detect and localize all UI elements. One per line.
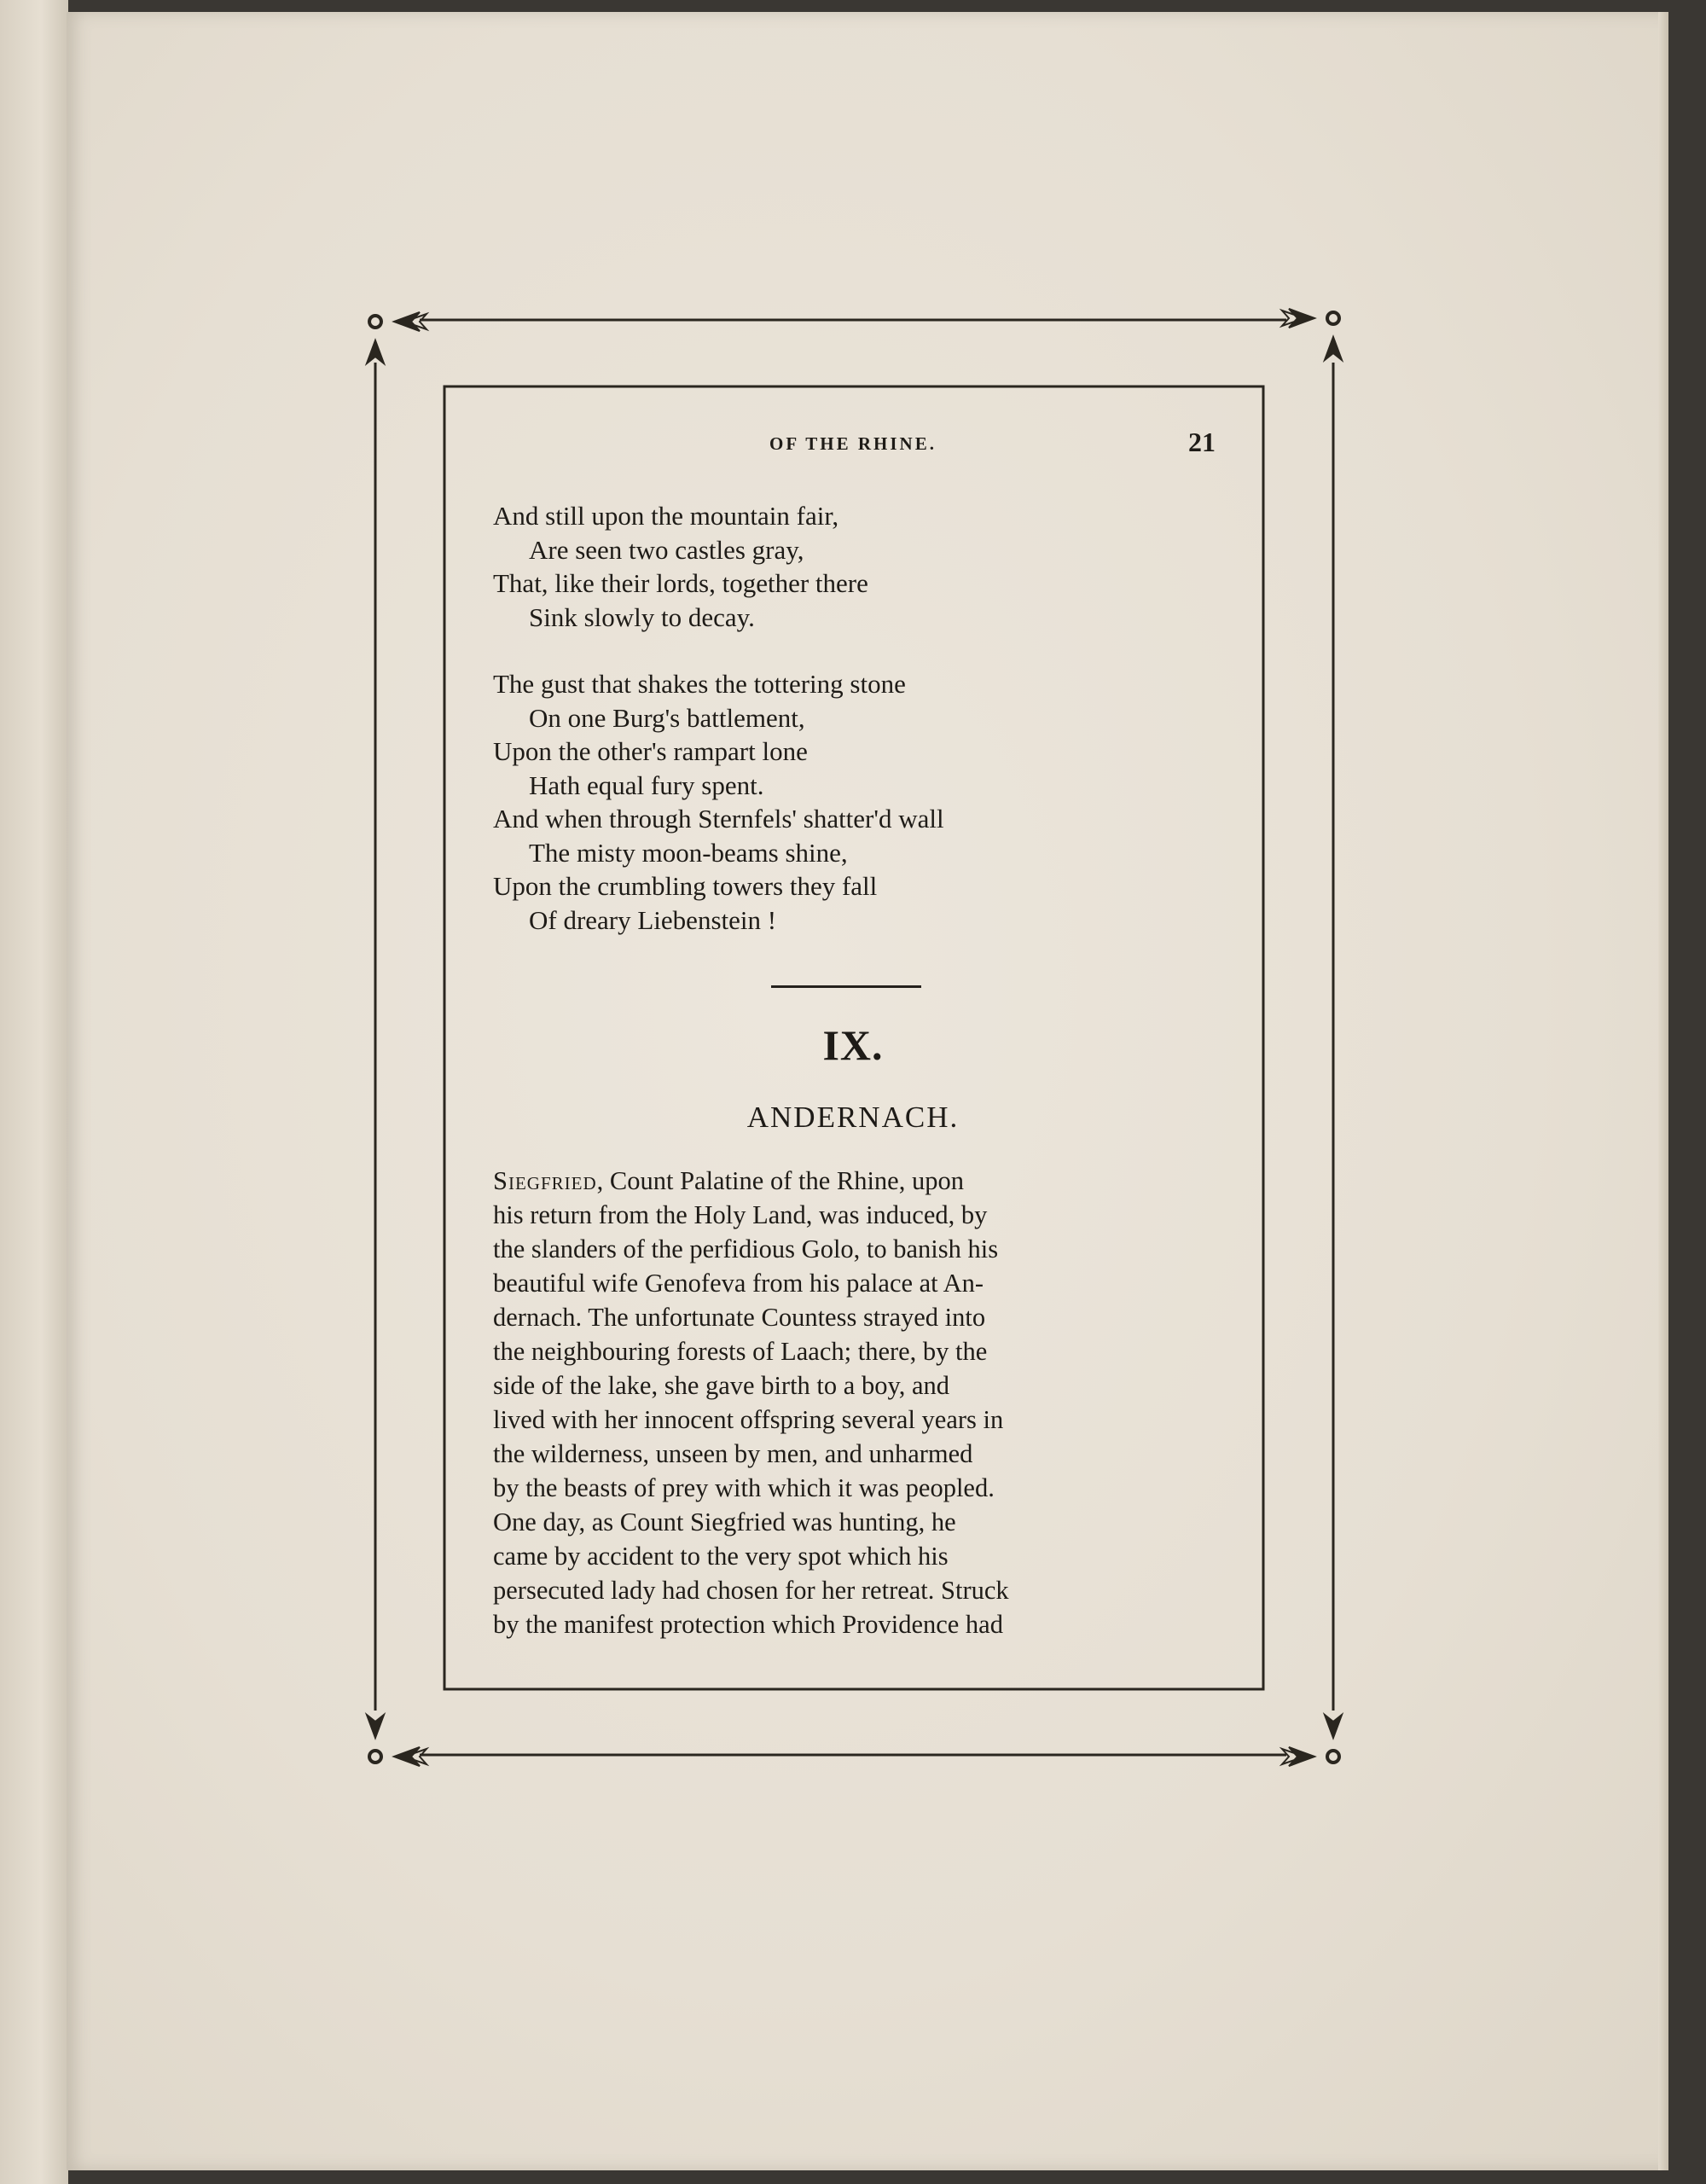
poem-line: And when through Sternfels' shatter'd wall (493, 804, 944, 834)
prose-line-text: the slanders of the perfidious Golo, to banish his (493, 1234, 999, 1263)
prose-line (493, 1403, 1215, 1437)
prose-line-text: came by accident to the very spot which his (493, 1542, 949, 1571)
poem-stanza (493, 667, 1227, 937)
poem-line: Hath equal fury spent. (529, 770, 764, 800)
prose-line-text: by the manifest protection which Providence had (493, 1610, 1003, 1639)
prose-line (493, 1266, 1215, 1300)
corner-ornament-bottom-left (367, 1715, 426, 1766)
prose-line (493, 1198, 1215, 1232)
prose-first-word: Siegfried (493, 1166, 597, 1195)
poem-line: On one Burg's battlement, (529, 702, 805, 733)
prose-line-text: his return from the Holy Land, was induced, by (493, 1200, 988, 1229)
corner-ornament-top-right (1282, 309, 1342, 360)
prose-line (493, 1368, 1215, 1403)
poem-line: The misty moon-beams shine, (529, 837, 848, 868)
prose-line (493, 1437, 1215, 1471)
prose-line (493, 1573, 1215, 1607)
section-title: ANDERNACH. (746, 1101, 960, 1134)
poem-line: Upon the crumbling towers they fall (493, 871, 878, 901)
prose-line-text: lived with her innocent offspring several years in (493, 1405, 1004, 1434)
section-divider (771, 985, 921, 988)
prose-line-text: the neighbouring forests of Laach; there, by the (493, 1337, 988, 1366)
prose-line-text: , Count Palatine of the Rhine, upon (596, 1166, 964, 1195)
page-number: 21 (1188, 427, 1216, 457)
prose-line (493, 1471, 1215, 1505)
prose-line (493, 1164, 1215, 1198)
prose-line (493, 1539, 1215, 1573)
prose-line-text: by the beasts of prey with which it was peopled. (493, 1473, 995, 1502)
section-numeral: IX. (822, 1021, 884, 1069)
prose-line-text: dernach. The unfortunate Countess strayed into (493, 1303, 986, 1332)
prose-paragraph (493, 1164, 1215, 1641)
poem-line: Upon the other's rampart lone (493, 736, 808, 766)
poem-line: Are seen two castles gray, (529, 534, 804, 565)
poem-line: Sink slowly to decay. (529, 601, 755, 632)
poem (493, 499, 1227, 937)
running-head (490, 427, 1216, 468)
prose-line (493, 1334, 1215, 1368)
prose-line (493, 1232, 1215, 1266)
prose-line-text: beautiful wife Genofeva from his palace at An- (493, 1269, 984, 1298)
corner-ornament-top-left (367, 312, 426, 363)
prose-line-text: the wilderness, unseen by men, and unharmed (493, 1439, 973, 1468)
poem-line: The gust that shakes the tottering stone (493, 669, 906, 699)
poem-line: And still upon the mountain fair, (493, 501, 839, 531)
prose-line-text: side of the lake, she gave birth to a boy, and (493, 1371, 950, 1400)
prose-line (493, 1505, 1215, 1539)
prose-line (493, 1607, 1215, 1641)
corner-ornament-bottom-right (1282, 1715, 1342, 1766)
prose-line-text: persecuted lady had chosen for her retreat. Struck (493, 1576, 1009, 1605)
poem-line: Of dreary Liebenstein ! (529, 904, 777, 935)
poem-line: That, like their lords, together there (493, 568, 868, 598)
running-title: OF THE RHINE. (769, 433, 937, 454)
poem-stanza (493, 499, 1227, 634)
prose-line-text: One day, as Count Siegfried was hunting, he (493, 1507, 956, 1536)
prose-line (493, 1300, 1215, 1334)
